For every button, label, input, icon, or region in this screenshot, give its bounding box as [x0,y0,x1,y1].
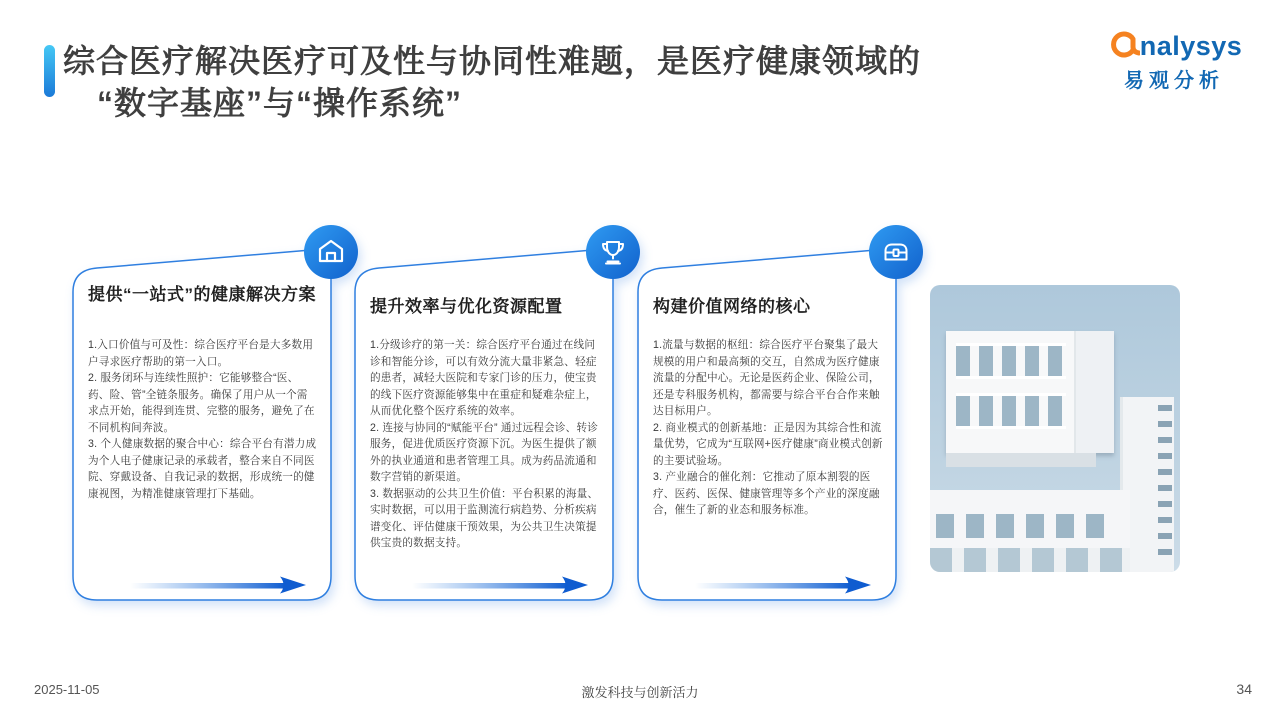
building-lower-block [930,490,1130,572]
card-2 [370,283,600,552]
page-title-line1: 综合医疗解决医疗可及性与协同性难题，是医疗健康领域的 [63,43,922,79]
footer-slogan: 激发科技与创新活力 [581,685,699,700]
card-3-body [653,337,883,519]
card-1-title: 提供“一站式”的健康解决方案 [88,285,316,304]
logo-chinese-text: 易观分析 [1124,70,1224,92]
logo-brand-text: nalysys [1139,31,1243,61]
card-2-paragraph: 3. 数据驱动的公共卫生价值：平台积累的海量、实时数据，可以用于监测流行病趋势、分析疾病谱变化、评估健康干预效果，为公共卫生决策提供宝贵的数据支持。 [370,487,599,549]
card-3 [653,283,883,519]
card-1-paragraph: 1.入口价值与可及性：综合医疗平台是大多数用户寻求医疗帮助的第一入口。 [88,339,314,368]
card-2-title: 提升效率与优化资源配置 [370,297,563,316]
card-1-arrow-icon [128,573,318,597]
analysys-swirl-icon [1106,30,1140,63]
analysys-logo [1094,30,1254,93]
card-1-body [88,337,318,502]
card-3-title: 构建价值网络的核心 [653,297,811,316]
card-2-body [370,337,600,552]
footer-date: 2025-11-05 [34,682,100,697]
card-2-arrow-icon [410,573,600,597]
card-3-paragraph: 2. 商业模式的创新基地：正是因为其综合性和流量优势，它成为“互联网+医疗健康”商业模式创新的主要试验场。 [653,421,883,467]
building-photo [930,285,1180,572]
card-icon-circle [869,225,923,279]
card-1-paragraph: 2. 服务闭环与连续性照护：它能够整合“医、药、险、管”全链条服务。确保了用户从一个需求点开始，能得到连贯、完整的服务，避免了在不同机构间奔波。 [88,372,315,434]
card-3-arrow-icon [693,573,883,597]
card-1-paragraph: 3. 个人健康数据的聚合中心：综合平台有潜力成为个人电子健康记录的承载者，整合来自不同医院、穿戴设备、自我记录的数据，形成统一的健康视图，为精准健康管理打下基础。 [88,438,317,500]
card-3-paragraph: 1.流量与数据的枢纽：综合医疗平台聚集了最大规模的用户和最高频的交互，自然成为医疗健康流量的分配中心。无论是医药企业、保险公司，还是专科服务机构，都需要与综合平台合作来触达目标用户。 [653,339,880,417]
page-number: 34 [1236,681,1252,697]
card-1 [88,283,318,502]
page-title-line2: “数字基座”与“操作系统” [97,85,463,121]
card-2-paragraph: 1.分级诊疗的第一关：综合医疗平台通过在线问诊和智能分诊，可以有效分流大量非紧急、轻症的患者，减轻大医院和专家门诊的压力，使宝贵的线下医疗资源能够集中在重症和疑难杂症上，从而优化整个医疗系统的效率。 [370,339,597,417]
card-icon-circle [586,225,640,279]
card-3-paragraph: 3. 产业融合的催化剂：它推动了原本割裂的医疗、医药、医保、健康管理等多个产业的深度融合，催生了新的业态和服务标准。 [653,471,880,516]
card-2-paragraph: 2. 连接与协同的“赋能平台” 通过远程会诊、转诊服务，促进优质医疗资源下沉。为医生提供了额外的执业通道和患者管理工具。成为药品流通和数字营销的新渠道。 [370,421,599,483]
title-accent-bar [44,45,55,97]
page-title [63,40,1103,124]
building-cantilever-block [946,331,1114,453]
